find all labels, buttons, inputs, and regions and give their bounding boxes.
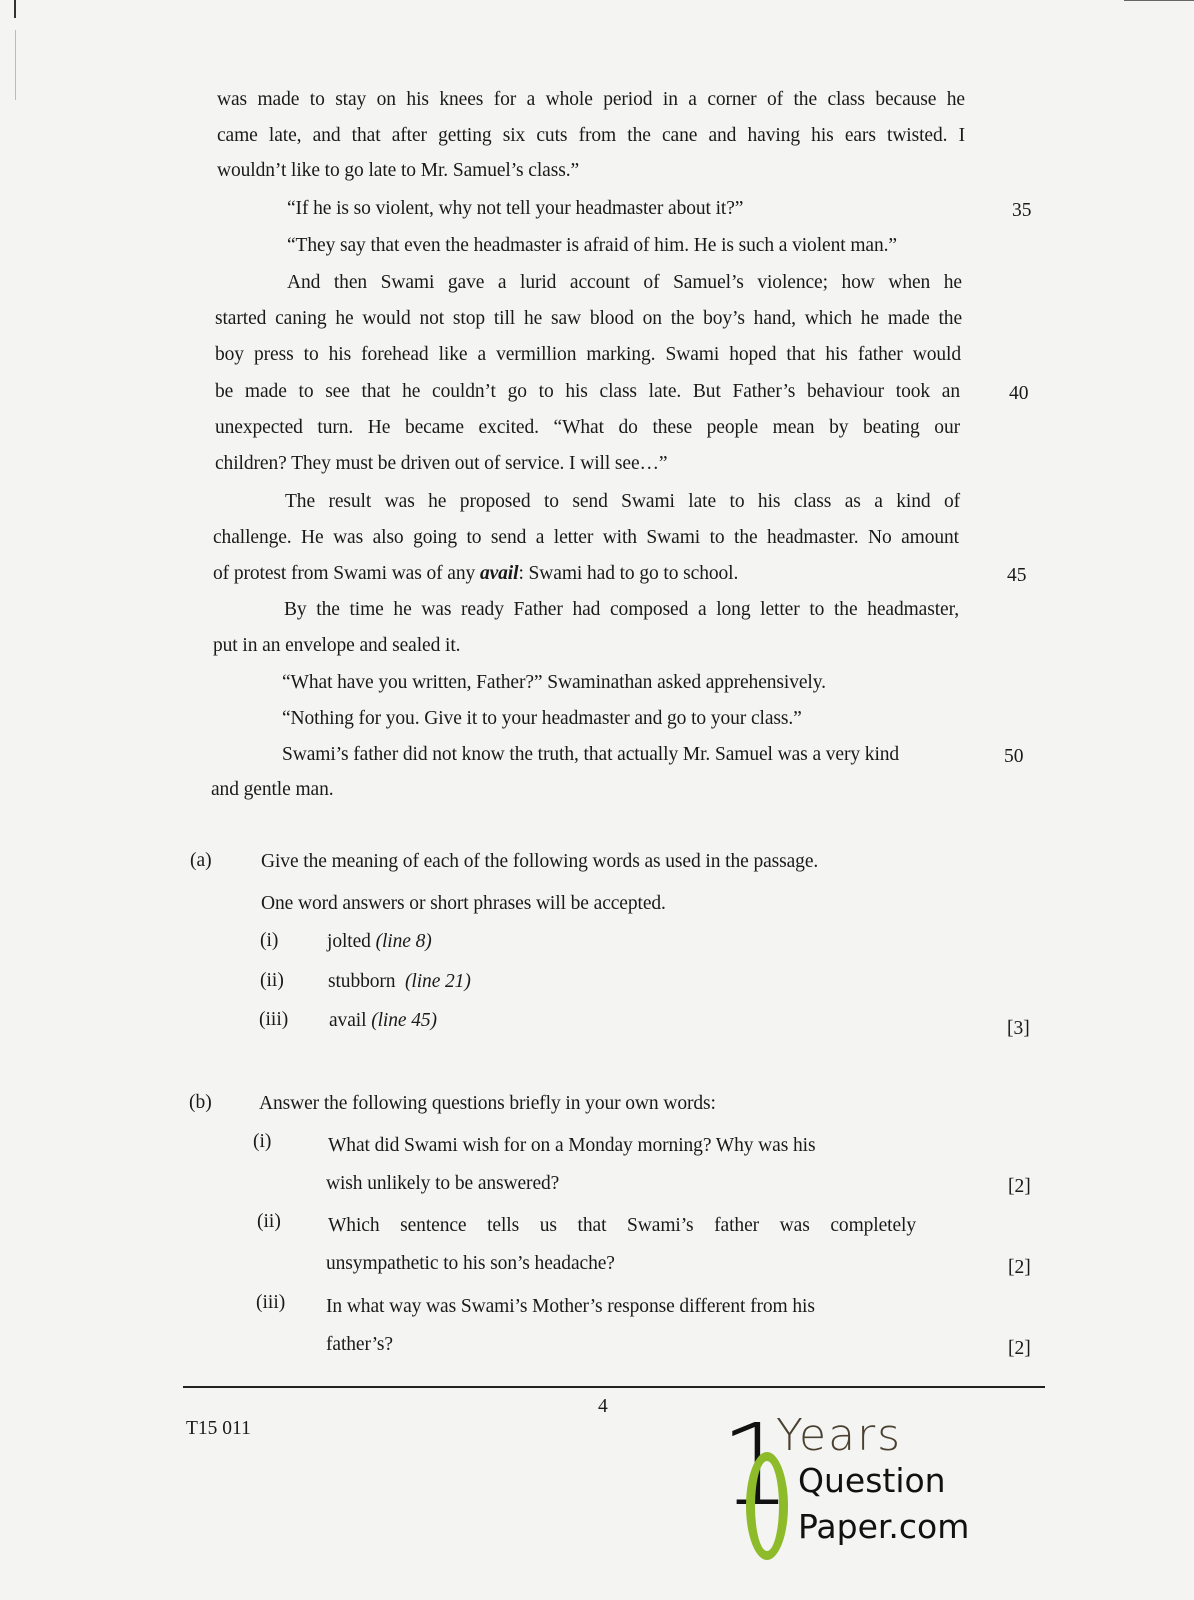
question-a-text: Give the meaning of each of the following words as used in the passage. bbox=[261, 851, 819, 872]
passage-line: The result was he proposed to send Swami late to his class as a kind of bbox=[285, 491, 960, 512]
passage-line bbox=[213, 562, 738, 586]
vocab-item bbox=[327, 930, 432, 954]
item-number: (i) bbox=[260, 930, 279, 951]
vocab-word: jolted bbox=[327, 931, 371, 952]
passage-line: put in an envelope and sealed it. bbox=[213, 635, 461, 656]
passage-line: be made to see that he couldn’t go to his class late. But Father’s behaviour took an bbox=[215, 381, 960, 402]
passage-line: Swami’s father did not know the truth, that actually Mr. Samuel was a very kind bbox=[282, 744, 900, 765]
logo-paper: Paper.com bbox=[798, 1507, 970, 1546]
line-reference: (line 8) bbox=[375, 931, 432, 952]
scan-edge-mark bbox=[15, 30, 16, 100]
avail-emphasis: avail bbox=[479, 563, 519, 584]
passage-text: of protest from Swami was of any bbox=[213, 563, 480, 584]
item-number: (ii) bbox=[260, 970, 284, 991]
footer-rule bbox=[183, 1386, 1045, 1388]
line-number: 45 bbox=[1007, 565, 1027, 586]
passage-line: “If he is so violent, why not tell your headmaster about it?” bbox=[287, 198, 744, 219]
line-reference: (line 21) bbox=[405, 971, 471, 992]
question-b-label: (b) bbox=[189, 1092, 212, 1113]
marks: [2] bbox=[1008, 1257, 1031, 1278]
question-line: father’s? bbox=[326, 1334, 393, 1355]
question-line: In what way was Swami’s Mother’s response different from his bbox=[326, 1296, 815, 1317]
question-line: unsympathetic to his son’s headache? bbox=[326, 1253, 615, 1274]
logo-years: Years bbox=[776, 1410, 903, 1461]
passage-line: And then Swami gave a lurid account of Samuel’s violence; how when he bbox=[287, 272, 962, 293]
line-number: 40 bbox=[1009, 383, 1029, 404]
passage-line: unexpected turn. He became excited. “What do these people mean by beating our bbox=[215, 417, 960, 438]
vocab-item bbox=[329, 1009, 437, 1033]
watermark-logo bbox=[718, 1401, 978, 1564]
page-number: 4 bbox=[598, 1396, 608, 1417]
passage-line: “What have you written, Father?” Swaminathan asked apprehensively. bbox=[282, 672, 826, 693]
marks: [2] bbox=[1008, 1338, 1031, 1359]
question-line: What did Swami wish for on a Monday morning? Why was his bbox=[328, 1135, 816, 1156]
passage-line: By the time he was ready Father had composed a long letter to the headmaster, bbox=[284, 599, 959, 620]
paper-code: T15 011 bbox=[186, 1418, 251, 1439]
logo-digit-one: 1 bbox=[720, 1401, 792, 1531]
logo-digit-zero-ring bbox=[746, 1452, 788, 1560]
question-line: Which sentence tells us that Swami’s father was completely bbox=[328, 1215, 916, 1236]
item-number: (iii) bbox=[256, 1292, 286, 1313]
logo-question: Question bbox=[798, 1461, 946, 1500]
vocab-item bbox=[328, 970, 471, 994]
marks: [3] bbox=[1007, 1018, 1030, 1039]
passage-line: “Nothing for you. Give it to your headmaster and go to your class.” bbox=[282, 708, 802, 729]
line-number: 35 bbox=[1012, 200, 1032, 221]
item-number: (ii) bbox=[257, 1211, 281, 1232]
question-line: wish unlikely to be answered? bbox=[326, 1173, 560, 1194]
vocab-word: avail bbox=[329, 1010, 367, 1031]
question-b-text: Answer the following questions briefly in your own words: bbox=[259, 1093, 716, 1114]
passage-line: and gentle man. bbox=[211, 779, 334, 800]
passage-line: boy press to his forehead like a vermillion marking. Swami hoped that his father would bbox=[215, 344, 961, 365]
scan-edge-mark bbox=[14, 0, 16, 18]
passage-text: : Swami had to go to school. bbox=[518, 563, 739, 584]
passage-line: was made to stay on his knees for a whole period in a corner of the class because he bbox=[217, 89, 965, 110]
item-number: (i) bbox=[253, 1131, 272, 1152]
item-number: (iii) bbox=[259, 1009, 289, 1030]
passage-line: challenge. He was also going to send a letter with Swami to the headmaster. No amount bbox=[213, 527, 959, 548]
passage-line: wouldn’t like to go late to Mr. Samuel’s class.” bbox=[217, 160, 580, 181]
passage-line: came late, and that after getting six cuts from the cane and having his ears twisted. I bbox=[217, 125, 965, 146]
line-number: 50 bbox=[1004, 746, 1024, 767]
passage-line: children? They must be driven out of service. I will see…” bbox=[215, 453, 668, 474]
scan-top-rule bbox=[1124, 0, 1194, 1]
vocab-word: stubborn bbox=[328, 971, 396, 992]
question-a-text: One word answers or short phrases will be accepted. bbox=[261, 893, 666, 914]
passage-line: started caning he would not stop till he saw blood on the boy’s hand, which he made the bbox=[215, 308, 962, 329]
line-reference: (line 45) bbox=[371, 1010, 437, 1031]
marks: [2] bbox=[1008, 1176, 1031, 1197]
question-a-label: (a) bbox=[190, 850, 212, 871]
passage-line: “They say that even the headmaster is afraid of him. He is such a violent man.” bbox=[287, 235, 897, 256]
